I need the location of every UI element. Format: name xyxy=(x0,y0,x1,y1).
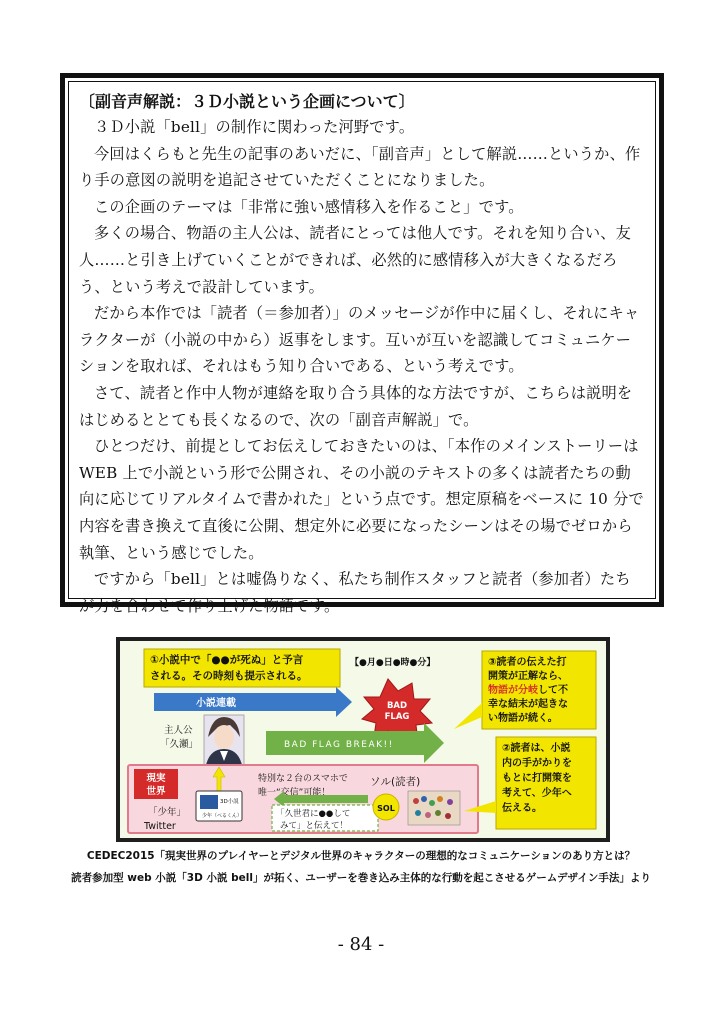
paragraph: この企画のテーマは「非常に強い感情移入を作ること」です。 xyxy=(94,197,524,216)
branch-callout-line5: い物語が続く。 xyxy=(488,713,558,724)
readers-crowd-image xyxy=(408,791,460,825)
novel-serial-arrow xyxy=(154,687,352,717)
phone-label-bottom: 少年（べるくん） xyxy=(202,813,243,819)
article-heading: 〔副音声解説：３Ｄ小説という企画について〕 xyxy=(79,92,415,111)
reader-callout-line2: 内の手がかりを xyxy=(502,758,572,769)
reader-callout-line5: 伝える。 xyxy=(502,803,542,814)
paragraph: だから本作では「読者（＝参加者）」のメッセージが作中に届くし、それにキャラクターが（小説の中から）返事をします。互いが互いを認識してコミュニケーションを取れば、それはもう知り合いである、という考えです。 xyxy=(79,304,640,376)
bell-flow-diagram xyxy=(116,637,610,842)
branch-callout-line4: 幸な結末が起きな xyxy=(488,699,568,710)
smartphone-note-line2: 唯一“交信”可能！ xyxy=(258,788,331,798)
reader-callout-line1: ②読者は、小説 xyxy=(502,743,571,754)
datetime-label: 【●月●日●時●分】 xyxy=(350,658,436,668)
bad-flag-break-label: BAD FLAG BREAK!! xyxy=(284,740,394,750)
protagonist-label-line2: 「久瀬」 xyxy=(160,739,199,750)
paragraph: さて、読者と作中人物が連絡を取り合う具体的な方法ですが、こちらは説明をはじめるととても長くなるので、次の「副音声解説」で。 xyxy=(79,383,633,429)
protagonist-avatar xyxy=(204,715,244,765)
figure-caption-line2: 読者参加型 web 小説「3D 小説 bell」が拓く、ユーザーを巻き込み主体的な行動を起こさせるゲームデザイン手法」より xyxy=(71,872,651,884)
smartphone-icon xyxy=(196,791,242,821)
bad-flag-line1: BAD xyxy=(386,701,408,711)
twitter-label: Twitter xyxy=(144,821,176,832)
bad-flag-line2: FLAG xyxy=(384,712,410,722)
paragraph: 多くの場合、物語の主人公は、読者にとっては他人です。それを知り合い、友人……と引き上げていくことができれば、必然的に感情移入が大きくなるだろう、という考えで設計しています。 xyxy=(79,224,632,296)
real-world-line2: 世界 xyxy=(146,786,166,797)
sol-badge xyxy=(373,794,399,820)
branch-callout-pointer xyxy=(454,703,482,729)
branch-callout-line2: 開策が正解なら、 xyxy=(488,671,568,682)
message-line2: みて」と伝えて！ xyxy=(280,821,349,831)
sol-badge-label: SOL xyxy=(377,804,395,813)
prophecy-callout-line1: ①小説中で「●●が死ぬ」と予言 xyxy=(150,654,304,666)
reader-callout-line4: 考えて、少年へ xyxy=(502,788,572,799)
prophecy-callout-line2: される。その時刻も提示される。 xyxy=(150,670,308,682)
article-body xyxy=(79,92,645,619)
branch-callout-line1: ③読者の伝えた打 xyxy=(488,657,567,668)
message-line1: 「久世君に●●して xyxy=(276,809,351,819)
shounen-label: 「少年」 xyxy=(148,807,187,818)
sol-reader-label: ソル(読者) xyxy=(370,776,421,788)
protagonist-label-line1: 主人公 xyxy=(164,725,193,736)
novel-serial-label: 小説連載 xyxy=(196,698,236,709)
figure-caption-line1: CEDEC2015「現実世界のプレイヤーとデジタル世界のキャラクターの理想的なコミュニケーションのあり方とは？ xyxy=(86,850,636,862)
paragraph: ３Ｄ小説「bell」の制作に関わった河野です。 xyxy=(94,118,415,136)
branch-callout-line3: 物語が分岐して不 xyxy=(488,685,568,696)
reader-callout-line3: もとに打開策を xyxy=(502,773,572,784)
page-number: - 84 - xyxy=(337,934,385,955)
real-world-line1: 現実 xyxy=(146,773,166,784)
phone-label-top: 3D小説 xyxy=(220,799,239,805)
article-box xyxy=(60,73,664,615)
smartphone-note-line1: 特別な２台のスマホで xyxy=(258,774,348,784)
paragraph: 今回はくらもと先生の記事のあいだに、「副音声」として解説……というか、作り手の意図の説明を追記させていただくことになりました。 xyxy=(79,144,641,190)
branch-highlight: 物語が分岐 xyxy=(488,685,538,696)
paragraph: ですから「bell」とは嘘偽りなく、私たち制作スタッフと読者（参加者）たちが力を合わせて作り上げた物語です。 xyxy=(79,570,631,615)
paragraph: ひとつだけ、前提としてお伝えしておきたいのは、「本作のメインストーリーは WEB 上で小説という形で公開され、その小説のテキストの多くは読者たちの動向に応じてリアルタイムで書かれた」という点です。想定原稿をベースに 10 分で内容を書き換えて直後に公開、想定外に必要になったシーンはその場でゼロから執筆、という感じでした。 xyxy=(79,437,644,562)
